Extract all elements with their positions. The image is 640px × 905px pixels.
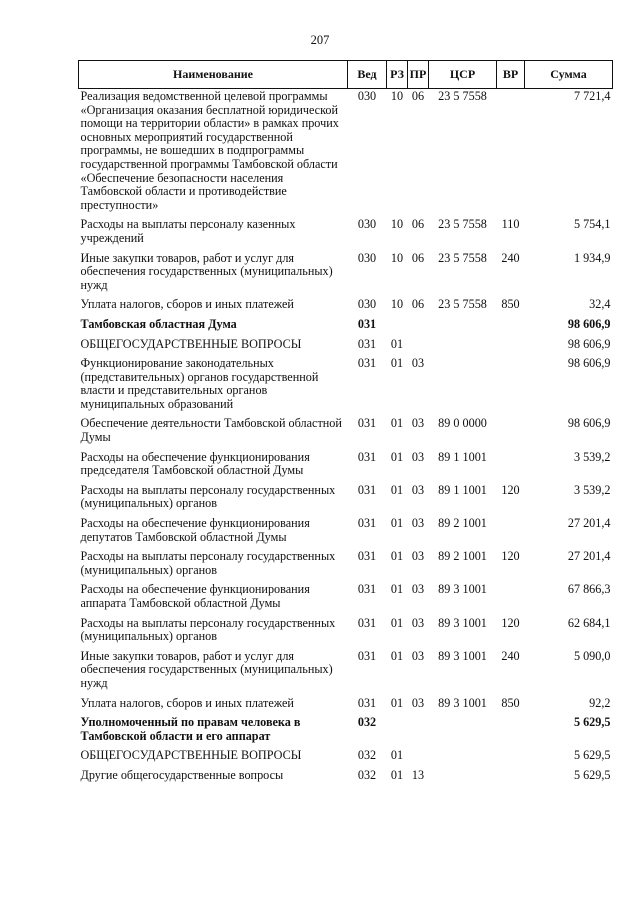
row-sum: 98 606,9 (567, 416, 611, 431)
row-sum: 92,2 (589, 695, 611, 710)
row-csr: 89 3 1001 (438, 695, 487, 710)
row-pr: 06 (411, 89, 425, 103)
row-pr (408, 317, 429, 337)
row-vr: 240 (501, 648, 520, 663)
table-row (79, 748, 613, 768)
row-csr: 89 0 0000 (438, 416, 487, 431)
table-row (79, 516, 613, 549)
row-rz: 10 (390, 217, 404, 232)
row-name: Уплата налогов, сборов и иных платежей (80, 695, 294, 710)
row-csr: 89 3 1001 (438, 648, 487, 663)
row-ved: 031 (357, 336, 377, 351)
row-csr (429, 768, 497, 788)
row-pr: 06 (411, 297, 425, 312)
row-ved: 030 (357, 250, 377, 265)
row-sum: 3 539,2 (573, 482, 611, 497)
header-vr: ВР (497, 61, 525, 89)
row-ved: 031 (357, 449, 377, 464)
row-vr: 850 (501, 695, 520, 710)
row-pr: 03 (411, 695, 425, 710)
row-ved: 031 (357, 516, 377, 531)
row-pr: 03 (411, 648, 425, 663)
row-vr (497, 89, 525, 218)
row-ved: 032 (357, 715, 377, 730)
row-sum: 5 629,5 (573, 748, 611, 763)
row-sum: 5 629,5 (573, 715, 611, 730)
row-ved: 031 (357, 549, 377, 564)
table-row (79, 337, 613, 357)
row-csr: 89 2 1001 (438, 549, 487, 564)
row-vr (497, 715, 525, 748)
row-pr: 03 (411, 482, 425, 497)
row-pr (408, 715, 429, 748)
row-pr: 03 (411, 582, 425, 597)
row-sum: 5 629,5 (573, 767, 611, 782)
table-row (79, 483, 613, 516)
row-ved: 031 (357, 615, 377, 630)
header-pr: ПР (408, 61, 429, 89)
budget-table (78, 60, 613, 788)
row-pr: 03 (411, 416, 425, 431)
row-pr: 03 (411, 549, 425, 564)
row-rz: 01 (390, 449, 404, 464)
row-rz: 01 (390, 416, 404, 431)
row-pr: 03 (411, 615, 425, 630)
row-name: ОБЩЕГОСУДАРСТВЕННЫЕ ВОПРОСЫ (80, 748, 302, 763)
row-rz: 01 (390, 695, 404, 710)
row-ved: 031 (357, 316, 377, 331)
table-row (79, 217, 613, 250)
row-csr (429, 337, 497, 357)
row-vr (497, 317, 525, 337)
table-row (79, 616, 613, 649)
row-sum: 27 201,4 (567, 549, 611, 564)
row-rz: 01 (390, 615, 404, 630)
row-ved: 030 (357, 217, 377, 232)
row-vr: 110 (501, 217, 520, 232)
row-ved: 030 (357, 89, 377, 103)
row-ved: 031 (357, 695, 377, 710)
row-pr: 03 (411, 516, 425, 531)
table-row (79, 768, 613, 788)
row-name: Функционирование законодательных (представительных) органов государственной власти и представительных органов муниципальных образований (80, 356, 319, 411)
row-name: Расходы на выплаты персоналу государственных (муниципальных) органов (80, 549, 336, 577)
row-ved: 031 (357, 482, 377, 497)
header-csr: ЦСР (429, 61, 497, 89)
row-rz: 01 (390, 767, 404, 782)
row-ved: 032 (357, 748, 377, 763)
row-pr: 13 (411, 767, 425, 782)
row-csr: 89 1 1001 (438, 482, 487, 497)
table-row (79, 450, 613, 483)
row-rz: 10 (390, 297, 404, 312)
row-csr (429, 356, 497, 416)
row-sum: 62 684,1 (567, 615, 611, 630)
row-csr: 23 5 7558 (438, 89, 487, 103)
header-rz: РЗ (387, 61, 408, 89)
row-name: Расходы на обеспечение функционирования председателя Тамбовской областной Думы (80, 449, 310, 478)
row-sum: 5 090,0 (573, 648, 611, 663)
row-rz: 10 (390, 250, 404, 265)
row-vr: 240 (501, 250, 520, 265)
row-name: Расходы на обеспечение функционирования аппарата Тамбовской областной Думы (80, 582, 310, 610)
table-body (79, 89, 613, 788)
table-row (79, 251, 613, 298)
row-rz: 10 (390, 89, 404, 103)
row-vr (497, 582, 525, 615)
row-rz: 01 (390, 582, 404, 597)
table-row (79, 89, 613, 218)
header-name: Наименование (79, 61, 348, 89)
row-name: Тамбовская областная Дума (80, 316, 237, 331)
row-sum: 3 539,2 (573, 449, 611, 464)
table-row (79, 715, 613, 748)
row-ved: 030 (357, 297, 377, 312)
row-name: Другие общегосударственные вопросы (80, 767, 284, 782)
row-sum: 7 721,4 (573, 89, 611, 103)
row-name: Реализация ведомственной целевой программы «Организация оказания бесплатной юридической помощи на территории области» в рамках прочих основных мероприятий государственной программы, не вошедших в подпрограммы государственной программы Тамбовской области «Обеспечение безопасности населения Тамбовской области и противодействие преступности» (80, 89, 339, 212)
row-csr (429, 715, 497, 748)
row-ved: 031 (357, 582, 377, 597)
table-row (79, 549, 613, 582)
table-header-row (79, 61, 613, 89)
row-csr: 89 2 1001 (438, 516, 487, 531)
row-pr (408, 337, 429, 357)
row-name: Расходы на обеспечение функционирования депутатов Тамбовской областной Думы (80, 516, 310, 544)
row-rz: 01 (390, 336, 404, 351)
table-row (79, 356, 613, 416)
row-csr: 89 3 1001 (438, 582, 487, 597)
row-ved: 031 (357, 648, 377, 663)
row-pr: 03 (411, 356, 425, 371)
row-vr: 120 (501, 482, 520, 497)
row-rz (387, 317, 408, 337)
row-pr: 03 (411, 449, 425, 464)
row-csr: 89 3 1001 (438, 615, 487, 630)
row-vr (497, 450, 525, 483)
row-rz: 01 (390, 748, 404, 763)
row-vr: 850 (501, 297, 520, 312)
row-sum: 5 754,1 (573, 217, 611, 232)
row-vr (497, 516, 525, 549)
table-row (79, 649, 613, 696)
row-csr: 23 5 7558 (438, 250, 487, 265)
row-vr (497, 748, 525, 768)
row-sum: 98 606,9 (567, 316, 611, 331)
row-name: Расходы на выплаты персоналу казенных учреждений (80, 217, 296, 245)
table-row (79, 297, 613, 317)
row-csr (429, 317, 497, 337)
table-row (79, 416, 613, 449)
row-name: Расходы на выплаты персоналу государственных (муниципальных) органов (80, 615, 336, 644)
row-rz: 01 (390, 482, 404, 497)
row-vr: 120 (501, 549, 520, 564)
row-ved: 031 (357, 356, 377, 371)
row-csr: 23 5 7558 (438, 217, 487, 232)
row-rz: 01 (390, 549, 404, 564)
row-rz: 01 (390, 356, 404, 371)
row-sum: 1 934,9 (573, 250, 611, 265)
row-name: ОБЩЕГОСУДАРСТВЕННЫЕ ВОПРОСЫ (80, 336, 302, 351)
row-vr: 120 (501, 615, 520, 630)
row-name: Уплата налогов, сборов и иных платежей (80, 297, 294, 312)
row-pr: 06 (411, 250, 425, 265)
row-pr: 06 (411, 217, 425, 232)
row-sum: 32,4 (589, 297, 611, 312)
row-name: Уполномоченный по правам человека в Тамбовской области и его аппарат (80, 715, 301, 743)
table-row (79, 696, 613, 716)
row-vr (497, 768, 525, 788)
header-ved: Вед (348, 61, 387, 89)
row-vr (497, 337, 525, 357)
row-csr: 89 1 1001 (438, 449, 487, 464)
table-row (79, 582, 613, 615)
row-vr (497, 356, 525, 416)
row-rz: 01 (390, 516, 404, 531)
row-sum: 98 606,9 (567, 356, 611, 371)
table-row (79, 317, 613, 337)
row-csr: 23 5 7558 (438, 297, 487, 312)
row-ved: 031 (357, 416, 377, 431)
row-sum: 27 201,4 (567, 516, 611, 531)
row-name: Обеспечение деятельности Тамбовской областной Думы (80, 416, 342, 445)
row-name: Иные закупки товаров, работ и услуг для обеспечения государственных (муниципальных) нужд (80, 250, 333, 292)
row-ved: 032 (357, 767, 377, 782)
row-rz: 01 (390, 648, 404, 663)
row-vr (497, 416, 525, 449)
page-number: 207 (310, 33, 330, 47)
row-rz (387, 715, 408, 748)
row-pr (408, 748, 429, 768)
row-sum: 98 606,9 (567, 336, 611, 351)
row-csr (429, 748, 497, 768)
row-name: Расходы на выплаты персоналу государственных (муниципальных) органов (80, 482, 336, 511)
header-sum: Сумма (525, 61, 613, 89)
row-sum: 67 866,3 (567, 582, 611, 597)
row-name: Иные закупки товаров, работ и услуг для обеспечения государственных (муниципальных) нужд (80, 648, 333, 690)
